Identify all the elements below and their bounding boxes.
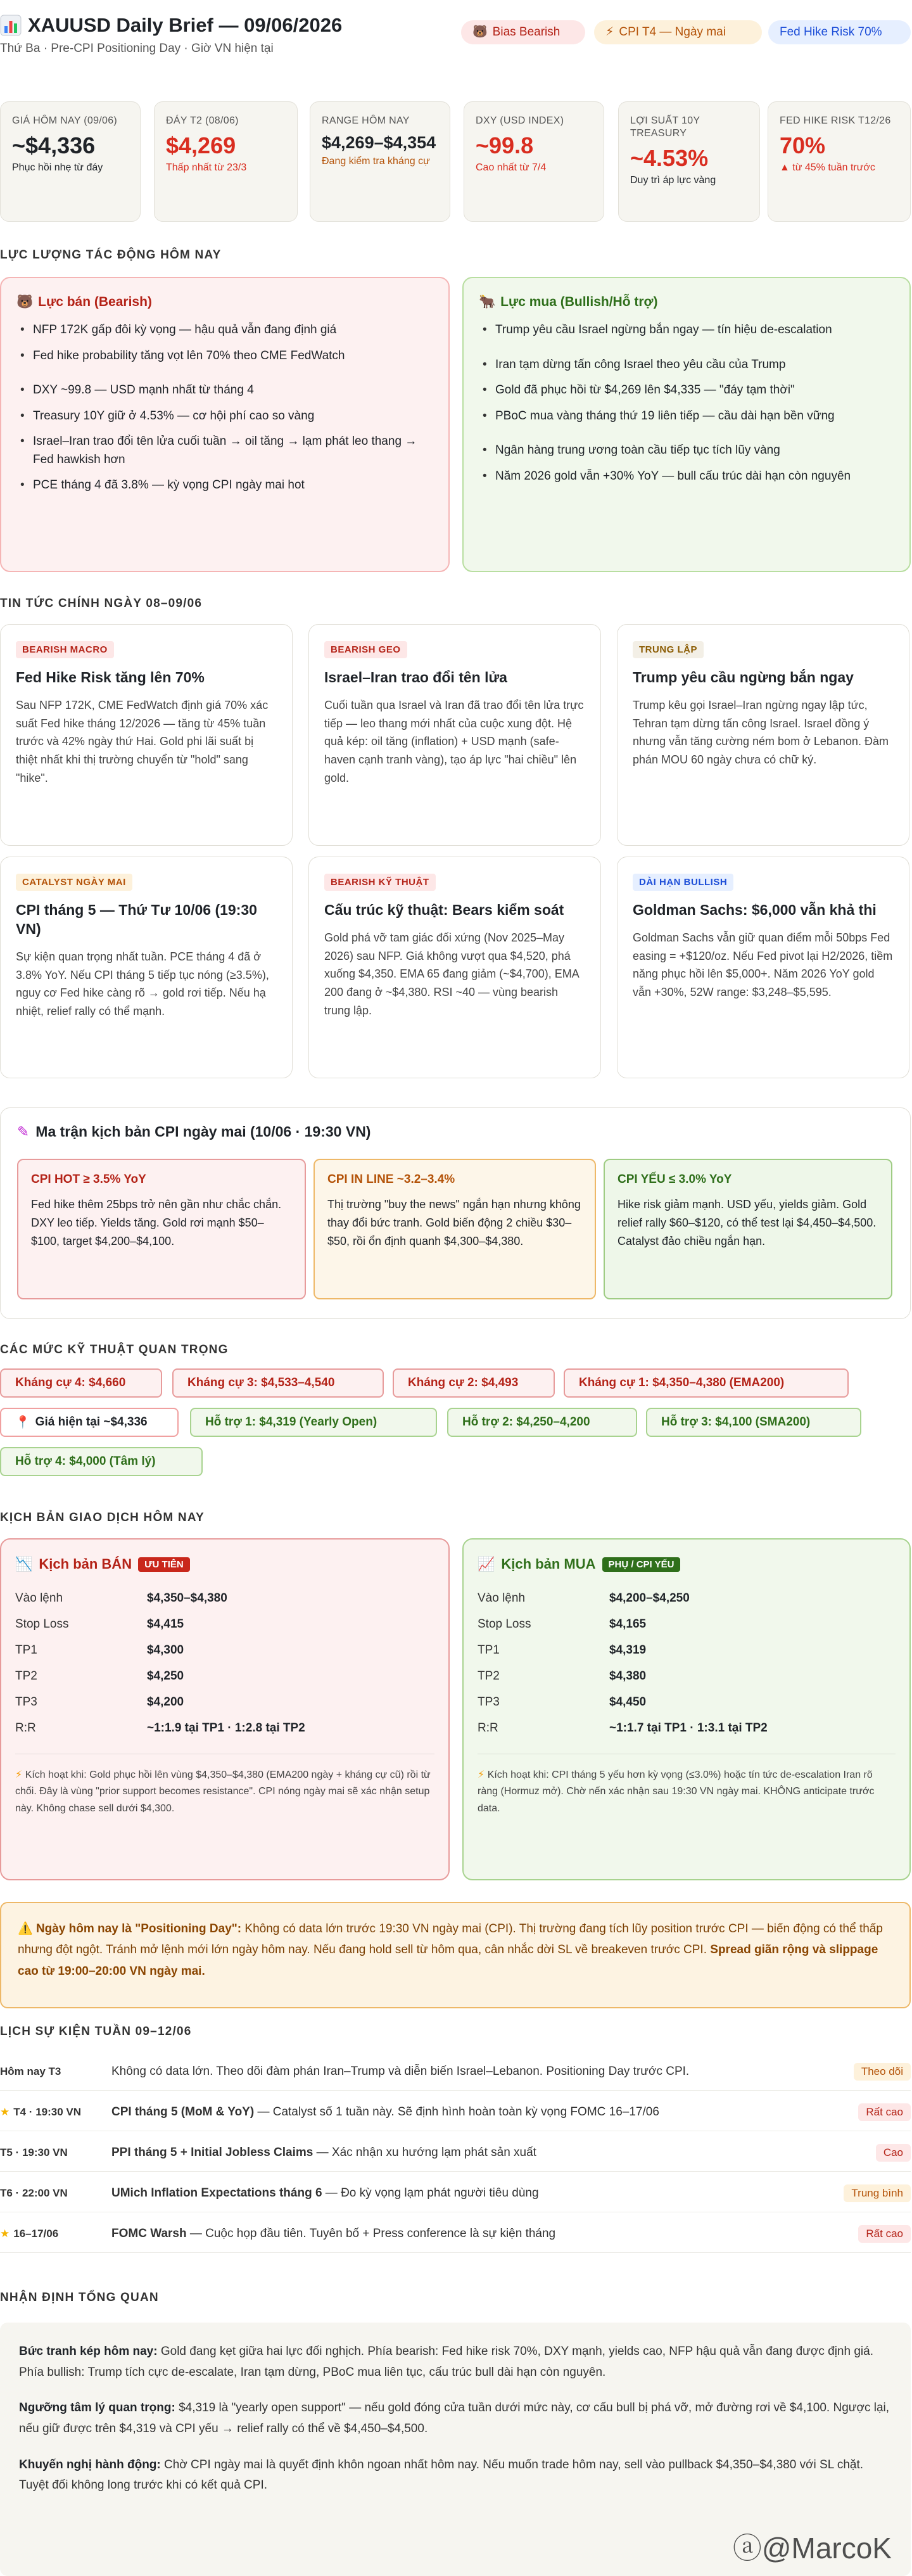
list-item: • DXY ~99.8 — USD mạnh nhất từ tháng 4	[16, 381, 433, 400]
row-value: $4,319	[609, 1643, 647, 1657]
section-heading-events: LỊCH SỰ KIỆN TUẦN 09–12/06	[0, 2025, 192, 2038]
fed-pill	[768, 20, 911, 44]
row-value: ~1:1.7 tại TP1 · 1:3.1 tại TP2	[609, 1721, 768, 1735]
metric-note: Duy trì áp lực vàng	[630, 174, 716, 186]
metric-value: ~4.53%	[630, 145, 709, 171]
row-key: Vào lệnh	[15, 1591, 63, 1605]
secondary-badge: PHỤ / CPI YẾU	[602, 1557, 681, 1572]
bias-pill	[461, 20, 585, 44]
event-badge: Cao	[876, 2144, 911, 2162]
event-time-text: 16–17/06	[13, 2227, 59, 2240]
alert-body: Không có data lớn trước 19:30 VN ngày mai (CPI). Thị trường đang tích lũy position trước CPI — biến động có thể thấp nhưng đột ngột. Tránh mở lệnh mới lớn ngày hôm nay. Nếu đang hold sell từ hôm qua, cân nhắc dời SL về breakeven trước CPI.	[18, 1922, 883, 1957]
row-key: R:R	[15, 1721, 36, 1735]
bearish-title-text: Lực bán (Bearish)	[38, 295, 152, 309]
scenario-cold	[604, 1159, 892, 1299]
scenario-inline	[314, 1159, 596, 1299]
buy-trigger	[478, 1754, 896, 1817]
matrix-title-text: Ma trận kịch bản CPI ngày mai (10/06 · 19:30 VN)	[35, 1123, 371, 1140]
list-item: • Israel–Iran trao đổi tên lửa cuối tuần → oil tăng → lạm phát leo thang → Fed hawkish hơn	[16, 433, 433, 469]
row-value: $4,380	[609, 1669, 647, 1683]
row-key: R:R	[478, 1721, 498, 1735]
news-tag: CATALYST NGÀY MAI	[16, 874, 132, 891]
event-badge: Theo dõi	[854, 2063, 911, 2081]
plan-row	[15, 1663, 434, 1689]
row-value: $4,200–$4,250	[609, 1591, 690, 1605]
event-desc	[111, 2146, 876, 2160]
event-time-text: T4 · 19:30 VN	[13, 2105, 82, 2118]
plan-row	[478, 1715, 896, 1741]
plan-row	[478, 1663, 896, 1689]
buy-plan-title	[478, 1556, 896, 1572]
scenario-body: Thị trường "buy the news" ngắn hạn nhưng không thay đổi bức tranh. Gold biến động 2 chiều $30–$50, rồi ổn định quanh $4,300–$4,380.	[327, 1198, 581, 1247]
summary-body: Chờ CPI ngày mai là quyết định khôn ngoan nhất hôm nay. Nếu muốn trade hôm nay, sell vào pullback $4,350–$4,380 với SL chặt. Tuyệt đối không long trước khi có kết quả CPI.	[19, 2458, 864, 2492]
metric-note: Đang kiểm tra kháng cự	[322, 156, 430, 167]
support-level: Hỗ trợ 3: $4,100 (SMA200)	[646, 1408, 861, 1437]
row-value: ~1:1.9 tại TP1 · 1:2.8 tại TP2	[147, 1721, 305, 1735]
row-key: Stop Loss	[15, 1617, 69, 1631]
news-body: Gold phá vỡ tam giác đối xứng (Nov 2025–May 2026) sau NFP. Giá không vượt qua $4,520, phá xuống $4,350. EMA 65 đang giảm (~$4,700), EMA 200 đang ở ~$4,380. RSI ~40 — vùng bearish trung lập.	[324, 931, 579, 1017]
event-title: PPI tháng 5 + Initial Jobless Claims	[111, 2145, 314, 2159]
event-time	[0, 2106, 111, 2119]
summary-body: Gold đang kẹt giữa hai lực đối nghịch. Phía bearish: Fed hike risk 70%, DXY mạnh, yields cao, NFP hậu quả vẫn đang được định giá. Phía bullish: Trump tích cực de-escalate, Iran tạm dừng, PBoC mua liên tục, cấu trúc bull dài hạn còn nguyên.	[19, 2345, 873, 2379]
bias-pill-label: Bias Bearish	[492, 25, 560, 39]
event-time-text: T5 · 19:30 VN	[0, 2146, 68, 2158]
news-card	[0, 624, 293, 846]
summary-paragraph	[19, 2342, 892, 2383]
event-title: CPI tháng 5 (MoM & YoY)	[111, 2105, 255, 2119]
support-level: Hỗ trợ 4: $4,000 (Tâm lý)	[0, 1447, 203, 1476]
news-body: Cuối tuần qua Israel và Iran đã trao đổi tên lửa trực tiếp — leo thang mới nhất của cuộc xung đột. Hệ quả kép: oil tăng (inflation) + USD mạnh (safe-haven cạnh tranh vàng), tạo áp lực "hai chiều" lên gold.	[324, 698, 584, 785]
scenario-body: Fed hike thêm 25bps trở nên gần như chắc chắn. DXY leo tiếp. Yields tăng. Gold rơi mạnh $50–$100, target $4,200–$4,100.	[31, 1198, 282, 1247]
row-key: TP3	[15, 1695, 37, 1709]
event-desc	[111, 2186, 844, 2200]
star-icon: ★	[0, 2105, 10, 2118]
event-row	[0, 2053, 911, 2091]
plan-row	[478, 1689, 896, 1715]
event-desc-text: — Cuộc họp đầu tiên. Tuyên bố + Press conference là sự kiện tháng	[186, 2226, 556, 2240]
cpi-pill-label: CPI T4 — Ngày mai	[619, 25, 726, 39]
scenario-title: CPI IN LINE ~3.2–3.4%	[327, 1173, 455, 1186]
pin-icon: 📍	[15, 1416, 30, 1429]
summary-paragraph	[19, 2455, 892, 2496]
event-desc	[111, 2105, 858, 2119]
event-time-text: T6 · 22:00 VN	[0, 2186, 68, 2199]
metric-label: ĐÁY T2 (08/06)	[166, 115, 239, 126]
alert-lead: Ngày hôm nay là "Positioning Day":	[35, 1922, 242, 1935]
page-title	[0, 14, 342, 37]
metric-cards	[0, 101, 912, 225]
bearish-forces-panel	[0, 277, 450, 572]
sell-plan	[0, 1538, 450, 1880]
metric-note: Thấp nhất từ 23/3	[166, 162, 247, 173]
watermark-text: @MarcoK	[761, 2532, 892, 2565]
metric-card	[310, 101, 450, 222]
list-item: • PBoC mua vàng tháng thứ 19 liên tiếp — cầu dài hạn bền vững	[479, 407, 894, 426]
row-value: $4,200	[147, 1695, 184, 1709]
plan-row	[15, 1689, 434, 1715]
support-level: Hỗ trợ 1: $4,319 (Yearly Open)	[190, 1408, 437, 1437]
list-item: • Iran tạm dừng tấn công Israel theo yêu cầu của Trump	[479, 356, 894, 374]
news-tag: DÀI HẠN BULLISH	[633, 874, 733, 891]
plan-row	[478, 1611, 896, 1637]
section-heading-levels: CÁC MỨC KỸ THUẬT QUAN TRỌNG	[0, 1343, 229, 1356]
sell-plan-title-text: Kịch bản BÁN	[39, 1556, 132, 1572]
row-value: $4,165	[609, 1617, 647, 1631]
sell-trigger	[15, 1754, 434, 1817]
section-heading-summary: NHẬN ĐỊNH TỔNG QUAN	[0, 2291, 159, 2304]
watermark	[733, 2525, 892, 2567]
positioning-day-alert	[0, 1902, 911, 2008]
news-card	[308, 857, 601, 1078]
list-item: • PCE tháng 4 đã 3.8% — kỳ vọng CPI ngày mai hot	[16, 476, 433, 495]
list-item: • Năm 2026 gold vẫn +30% YoY — bull cấu trúc dài hạn còn nguyên	[479, 468, 894, 486]
row-value: $4,250	[147, 1669, 184, 1683]
lightning-icon: ⚡	[478, 1769, 488, 1780]
news-card	[617, 624, 909, 846]
summary-lead: Khuyến nghị hành động:	[19, 2458, 161, 2471]
news-card	[0, 857, 293, 1078]
row-value: $4,300	[147, 1643, 184, 1657]
scenario-body: Hike risk giảm mạnh. USD yếu, yields giảm. Gold relief rally $60–$120, có thể test lại $4,450–$4,500. Catalyst đảo chiều ngắn hạn.	[618, 1198, 877, 1247]
lightning-icon: ⚡	[605, 25, 614, 39]
summary-body: $4,319 là "yearly open support" — nếu gold đóng cửa tuần dưới mức này, cơ cấu bull bị phá vỡ, mở đường rơi về $4,100. Ngược lại, nếu giữ được trên $4,319 và CPI yếu → relief rally có thể về $4,450–$4,500.	[19, 2401, 890, 2436]
cpi-pill	[594, 20, 762, 44]
news-title: CPI tháng 5 — Thứ Tư 10/06 (19:30 VN)	[16, 902, 257, 937]
bullish-forces-title	[479, 295, 894, 310]
sell-plan-title	[15, 1556, 434, 1572]
news-title: Trump yêu cầu ngừng bắn ngay	[633, 669, 854, 685]
bullish-forces-panel	[462, 277, 911, 572]
metric-value: $4,269	[166, 132, 236, 158]
chart-down-icon: 📉	[15, 1556, 33, 1572]
matrix-title	[17, 1123, 894, 1140]
row-key: TP1	[15, 1643, 37, 1657]
event-time	[0, 2065, 111, 2078]
bull-icon: 🐂	[479, 295, 496, 309]
event-desc	[111, 2065, 854, 2079]
news-card	[308, 624, 601, 846]
news-tag: BEARISH GEO	[324, 641, 407, 658]
metric-label: DXY (USD INDEX)	[476, 115, 564, 126]
lightning-icon: ⚡	[15, 1769, 25, 1780]
resistance-level: Kháng cự 4: $4,660	[0, 1368, 162, 1398]
pencil-icon: ✎	[17, 1123, 30, 1140]
overall-outlook	[0, 2323, 911, 2576]
news-body: Sự kiện quan trọng nhất tuần. PCE tháng 4 đã ở 3.8% YoY. Nếu CPI tháng 5 tiếp tục nóng (≥3.5%), nguy cơ Fed hike càng rõ → gold rơi tiếp. Nếu hạ nhiệt, relief rally có thể mạnh.	[16, 950, 269, 1018]
row-value: $4,350–$4,380	[147, 1591, 227, 1605]
news-title: Fed Hike Risk tăng lên 70%	[16, 669, 205, 685]
news-tag: BEARISH MACRO	[16, 641, 114, 658]
news-title: Israel–Iran trao đổi tên lửa	[324, 669, 507, 685]
event-time	[0, 2228, 111, 2240]
event-time	[0, 2146, 111, 2159]
current-price-label: Giá hiện tại ~$4,336	[35, 1415, 148, 1429]
metric-label: LỢI SUẤT 10Y TREASURY	[630, 115, 700, 139]
page-subtitle: Thứ Ba · Pre-CPI Positioning Day · Giờ VN hiện tại	[0, 42, 274, 55]
threads-icon: ⓐ	[732, 2532, 762, 2565]
buy-plan	[462, 1538, 911, 1880]
event-row	[0, 2134, 911, 2172]
plan-row	[15, 1715, 434, 1741]
metric-label: GIÁ HÔM NAY (09/06)	[12, 115, 118, 126]
list-item: • Fed hike probability tăng vọt lên 70% theo CME FedWatch	[16, 347, 433, 366]
row-key: TP2	[15, 1669, 37, 1683]
news-tag: TRUNG LẬP	[633, 641, 704, 658]
bullish-list	[479, 321, 894, 485]
buy-plan-title-text: Kịch bản MUA	[501, 1556, 596, 1572]
row-key: TP2	[478, 1669, 500, 1683]
scenario-title: CPI YẾU ≤ 3.0% YoY	[618, 1173, 732, 1186]
metric-card	[0, 101, 141, 222]
summary-lead: Bức tranh kép hôm nay:	[19, 2345, 158, 2358]
metric-note: ▲ từ 45% tuần trước	[780, 162, 875, 173]
list-item: • Gold đã phục hồi từ $4,269 lên $4,335 — "đáy tạm thời"	[479, 381, 894, 400]
alert-tail: Spread giãn rộng và slippage cao từ 19:00–20:00 VN ngày mai.	[18, 1943, 878, 1978]
header	[0, 9, 912, 66]
list-item: • NFP 172K gấp đôi kỳ vọng — hậu quả vẫn đang định giá	[16, 321, 433, 340]
news-card	[617, 857, 909, 1078]
event-time	[0, 2187, 111, 2200]
priority-badge: ƯU TIÊN	[138, 1557, 190, 1572]
bear-icon: 🐻	[16, 295, 34, 309]
scenario-title: CPI HOT ≥ 3.5% YoY	[31, 1173, 146, 1186]
bear-icon: 🐻	[472, 25, 488, 39]
row-value: $4,415	[147, 1617, 184, 1631]
event-title: UMich Inflation Expectations tháng 6	[111, 2186, 322, 2200]
event-desc-text: Không có data lớn. Theo dõi đàm phán Iran–Trump và diễn biến Israel–Lebanon. Positioning Day trước CPI.	[111, 2064, 690, 2078]
news-body: Trump kêu gọi Israel–Iran ngừng ngay lập tức, Tehran tạm dừng tấn công Israel. Israel đồng ý nhưng vẫn tăng cường ném bom ở Lebanon. Đàm phán MOU 60 ngày chưa có chữ ký.	[633, 698, 889, 767]
resistance-level: Kháng cự 3: $4,533–4,540	[172, 1368, 384, 1398]
metric-label: RANGE HÔM NAY	[322, 115, 410, 126]
metric-card	[154, 101, 298, 222]
row-key: TP3	[478, 1695, 500, 1709]
metric-value: 70%	[780, 132, 826, 158]
event-row	[0, 2174, 911, 2212]
event-row	[0, 2093, 911, 2131]
metric-value: $4,269–$4,354	[322, 133, 436, 152]
resistance-level: Kháng cự 1: $4,350–4,380 (EMA200)	[564, 1368, 849, 1398]
section-heading-news: TIN TỨC CHÍNH NGÀY 08–09/06	[0, 597, 203, 610]
news-body: Goldman Sachs vẫn giữ quan điểm mỗi 50bps Fed easing = +$120/oz. Nếu Fed pivot lại H2/2026, tiềm năng phục hồi lên $5,000+. Năm 2026 YoY gold vẫn +30%, 52W range: $3,248–$5,595.	[633, 931, 893, 999]
summary-paragraph	[19, 2398, 892, 2439]
buy-trigger-text: Kích hoạt khi: CPI tháng 5 yếu hơn kỳ vọng (≤3.0%) hoặc tín tức de-escalation Iran rõ ràng (Hormuz mở). Chờ nến xác nhận sau 19:30 VN ngày mai. KHÔNG anticipate trước data.	[478, 1769, 875, 1814]
event-desc-text: — Catalyst số 1 tuần này. Sẽ định hình hoàn toàn kỳ vọng FOMC 16–17/06	[254, 2105, 659, 2119]
row-key: Vào lệnh	[478, 1591, 526, 1605]
list-item: • Trump yêu cầu Israel ngừng bắn ngay — tín hiệu de-escalation	[479, 321, 894, 340]
metric-card	[464, 101, 604, 222]
event-row	[0, 2215, 911, 2253]
row-value: $4,450	[609, 1695, 647, 1709]
cpi-scenario-matrix	[0, 1107, 911, 1319]
bar-chart-icon	[0, 15, 22, 36]
plan-row	[478, 1637, 896, 1663]
news-title: Cấu trúc kỹ thuật: Bears kiểm soát	[324, 902, 564, 918]
news-body: Sau NFP 172K, CME FedWatch định giá 70% xác suất Fed hike tháng 12/2026 — tăng từ 45% tuần trước và 42% ngày thứ Hai. Gold phi lãi suất bị thiệt nhất khi thị trường chuyển từ "hold" sang "hike".	[16, 698, 269, 785]
plan-row	[15, 1637, 434, 1663]
section-heading-forces: LỰC LƯỢNG TÁC ĐỘNG HÔM NAY	[0, 248, 222, 262]
scenario-hot	[17, 1159, 306, 1299]
warning-icon: ⚠️	[18, 1922, 36, 1935]
event-badge: Rất cao	[858, 2225, 911, 2243]
news-title: Goldman Sachs: $6,000 vẫn khả thi	[633, 902, 877, 918]
star-icon: ★	[0, 2227, 10, 2240]
event-desc-text: — Đo kỳ vọng lạm phát người tiêu dùng	[322, 2186, 539, 2200]
metric-note: Cao nhất từ 7/4	[476, 162, 547, 173]
event-badge: Trung bình	[844, 2184, 911, 2202]
row-key: TP1	[478, 1643, 500, 1657]
plan-row	[478, 1585, 896, 1611]
bullish-title-text: Lực mua (Bullish/Hỗ trợ)	[500, 295, 658, 309]
event-time-text: Hôm nay T3	[0, 2065, 61, 2077]
plan-row	[15, 1611, 434, 1637]
event-badge: Rất cao	[858, 2103, 911, 2121]
metric-label: FED HIKE RISK T12/26	[780, 115, 891, 126]
metric-card	[618, 101, 760, 222]
metric-note: Phục hồi nhẹ từ đáy	[12, 162, 103, 173]
event-desc-text: — Xác nhận xu hướng lạm phát sản xuất	[313, 2145, 536, 2159]
support-level: Hỗ trợ 2: $4,250–4,200	[447, 1408, 637, 1437]
list-item: • Treasury 10Y giữ ở 4.53% — cơ hội phí cao so vàng	[16, 407, 433, 426]
metric-value: ~99.8	[476, 132, 534, 158]
bearish-forces-title	[16, 295, 433, 310]
section-heading-plans: KỊCH BẢN GIAO DỊCH HÔM NAY	[0, 1511, 205, 1524]
news-tag: BEARISH KỸ THUẬT	[324, 874, 436, 891]
metric-card	[768, 101, 911, 222]
title-text: XAUUSD Daily Brief — 09/06/2026	[28, 14, 343, 36]
fed-pill-label: Fed Hike Risk 70%	[780, 25, 882, 39]
row-key: Stop Loss	[478, 1617, 531, 1631]
metric-value: ~$4,336	[12, 132, 96, 158]
event-title: FOMC Warsh	[111, 2226, 187, 2240]
current-price-level	[0, 1408, 179, 1437]
list-item: • Ngân hàng trung ương toàn cầu tiếp tục tích lũy vàng	[479, 442, 894, 460]
plan-row	[15, 1585, 434, 1611]
event-desc	[111, 2227, 858, 2241]
sell-trigger-text: Kích hoạt khi: Gold phục hồi lên vùng $4,350–$4,380 (EMA200 ngày + kháng cự cũ) rồi từ chối. Đây là vùng "prior support becomes resistance". CPI nóng ngày mai sẽ xác nhận setup này. Không chase sell dưới $4,300.	[15, 1769, 431, 1814]
summary-lead: Ngưỡng tâm lý quan trọng:	[19, 2401, 175, 2415]
chart-up-icon: 📈	[478, 1556, 495, 1572]
resistance-level: Kháng cự 2: $4,493	[393, 1368, 555, 1398]
bearish-list	[16, 321, 433, 495]
